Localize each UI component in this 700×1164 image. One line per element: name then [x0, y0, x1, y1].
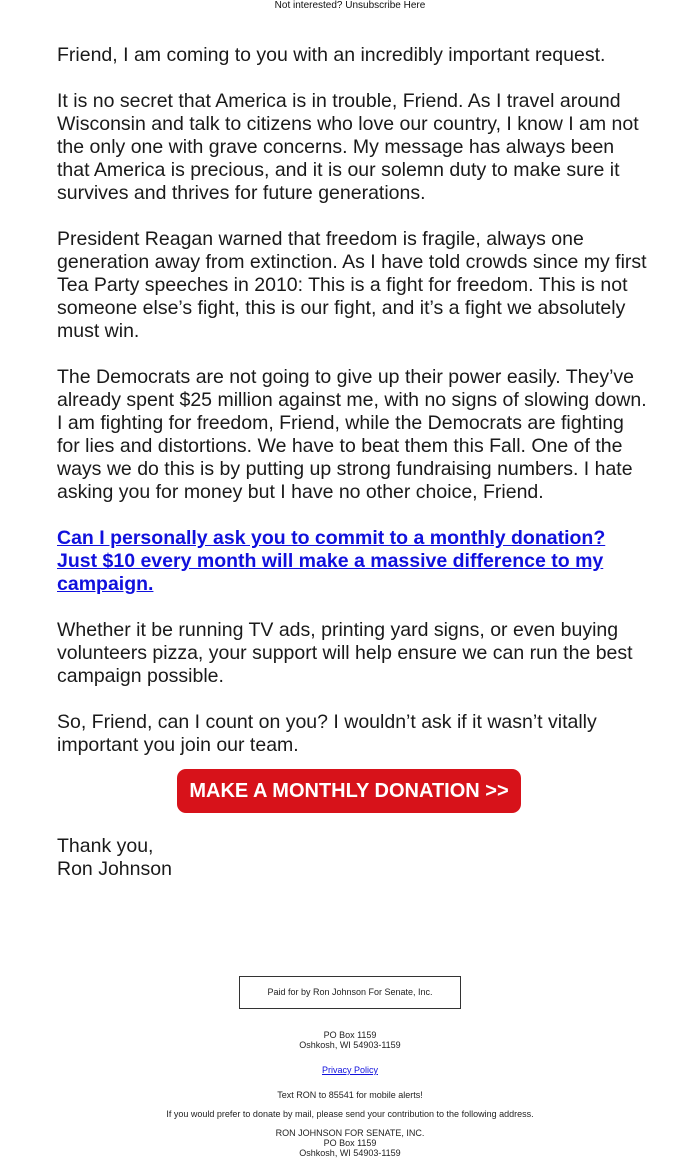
- intro-paragraph: Friend, I am coming to you with an incredibly important request.: [57, 44, 606, 66]
- address-line: Oshkosh, WI 54903-1159: [299, 1148, 401, 1158]
- signoff: [57, 835, 647, 881]
- body-paragraph-4: Whether it be running TV ads, printing yard signs, or even buying volunteers pizza, your support will help ensure we can run the best campaign possible.: [57, 619, 633, 687]
- mailing-address: [0, 1030, 700, 1050]
- address-line: RON JOHNSON FOR SENATE, INC.: [275, 1128, 425, 1138]
- body-paragraph-3: The Democrats are not going to give up their power easily. They’ve already spent $25 million against me, with no signs of slowing down. I am fighting for freedom, Friend, while the Democrats are fighting for lies and distortions. We have to beat them this Fall. One of the ways we do this is by putting up strong fundraising numbers. I hate asking you for money but I have no other choice, Friend.: [57, 366, 647, 503]
- donation-address: [0, 1128, 700, 1158]
- privacy-policy-link[interactable]: Privacy Policy: [321, 1065, 378, 1075]
- unsubscribe-link[interactable]: Not interested? Unsubscribe Here: [274, 0, 426, 11]
- unsubscribe-bar: [0, 0, 700, 12]
- paid-for-disclaimer: Paid for by Ron Johnson For Senate, Inc.: [239, 976, 461, 1009]
- body-paragraph-2: President Reagan warned that freedom is fragile, always one generation away from extinction. As I have told crowds since my first Tea Party speeches in 2010: This is a fight for freedom. This is not someone else’s fight, this is our fight, and it’s a fight we absolutely must win.: [57, 228, 647, 342]
- signoff-closing: Thank you,: [57, 835, 154, 857]
- signoff-name: Ron Johnson: [57, 858, 172, 880]
- mobile-alerts-text: Text RON to 85541 for mobile alerts!: [277, 1090, 423, 1100]
- donate-by-mail-note: If you would prefer to donate by mail, please send your contribution to the following address.: [166, 1109, 534, 1119]
- body-paragraph-5: So, Friend, can I count on you? I wouldn’t ask if it wasn’t vitally important you join our team.: [57, 711, 597, 756]
- privacy-row: [0, 1065, 700, 1075]
- address-line: PO Box 1159: [323, 1138, 377, 1148]
- footer: [0, 976, 700, 1158]
- cta-container: [57, 769, 647, 835]
- address-line: PO Box 1159: [323, 1030, 377, 1040]
- monthly-donation-link[interactable]: Can I personally ask you to commit to a monthly donation? Just $10 every month will make a massive difference to my campaign.: [57, 527, 606, 595]
- ask-paragraph: [57, 527, 647, 596]
- address-line: Oshkosh, WI 54903-1159: [299, 1040, 401, 1050]
- email-body: [57, 44, 647, 881]
- monthly-donation-button[interactable]: MAKE A MONTHLY DONATION >>: [177, 769, 520, 813]
- body-paragraph-1: It is no secret that America is in trouble, Friend. As I travel around Wisconsin and talk to citizens who love our country, I know I am not the only one with grave concerns. My message has always been that America is precious, and it is our solemn duty to make sure it survives and thrives for future generations.: [57, 90, 639, 204]
